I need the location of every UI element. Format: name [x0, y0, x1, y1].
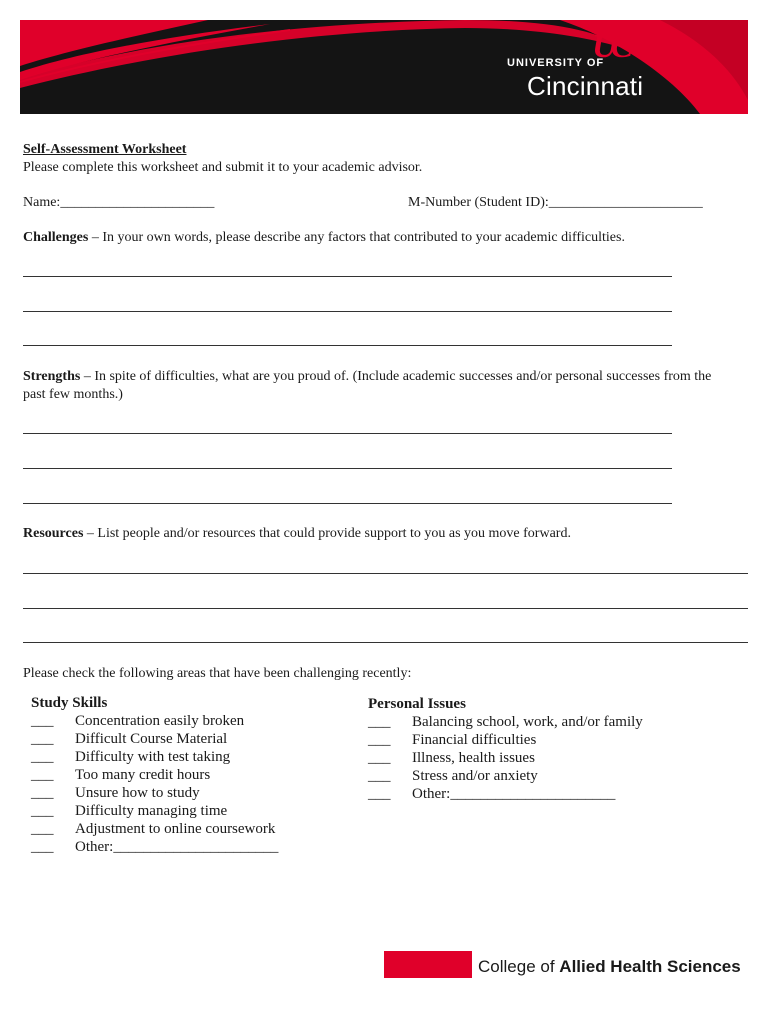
college-of-text: College of [478, 957, 555, 976]
challenges-answer-line-3[interactable] [23, 345, 672, 346]
challenges-heading: Challenges [23, 230, 89, 245]
checkbox-blank[interactable]: ___ [31, 803, 54, 819]
study-skill-item-label: Difficulty with test taking [75, 749, 231, 765]
personal-issue-item-label: Financial difficulties [412, 732, 537, 748]
name-label: Name: [23, 195, 61, 210]
header-banner [20, 20, 748, 114]
checkbox-blank[interactable]: ___ [31, 731, 54, 747]
personal-issues-heading: Personal Issues [368, 696, 466, 712]
checkbox-blank[interactable]: ___ [31, 713, 54, 729]
personal-issue-item-label: Other:______________________ [412, 786, 616, 802]
resources-text: – List people and/or resources that could provide support to you as you move forward. [83, 526, 571, 541]
allied-health-text: Allied Health Sciences [559, 957, 741, 976]
checkbox-blank[interactable]: ___ [31, 839, 54, 855]
footer-red-bar [384, 951, 472, 978]
checkbox-blank[interactable]: ___ [31, 821, 54, 837]
study-skill-item-label: Concentration easily broken [75, 713, 245, 729]
study-skill-item-label: Difficulty managing time [75, 803, 228, 819]
name-field[interactable] [23, 195, 214, 211]
resources-answer-line-2[interactable] [23, 608, 748, 609]
study-skills-heading: Study Skills [31, 695, 108, 711]
strengths-answer-line-1[interactable] [23, 433, 672, 434]
mnumber-blank[interactable]: ______________________ [548, 195, 703, 210]
challenges-text: – In your own words, please describe any factors that contributed to your academic difficulties. [88, 230, 625, 245]
footer-college-name [478, 957, 741, 977]
checklist-intro: Please check the following areas that have been challenging recently: [23, 666, 412, 681]
challenges-prompt [23, 230, 625, 246]
personal-issue-item-label: Balancing school, work, and/or family [412, 714, 643, 730]
study-skill-item-label: Difficult Course Material [75, 731, 228, 747]
checkbox-blank[interactable]: ___ [31, 767, 54, 783]
checkbox-blank[interactable]: ___ [368, 714, 391, 730]
cincinnati-wordmark: Cincinnati [527, 71, 644, 101]
study-skill-item-label: Too many credit hours [75, 767, 211, 783]
study-skill-item-label: Adjustment to online coursework [75, 821, 276, 837]
checkbox-blank[interactable]: ___ [368, 750, 391, 766]
study-skills-list [31, 712, 351, 862]
personal-issue-item-label: Illness, health issues [412, 750, 535, 766]
resources-answer-line-1[interactable] [23, 573, 748, 574]
strengths-answer-line-3[interactable] [23, 503, 672, 504]
challenges-answer-line-1[interactable] [23, 276, 672, 277]
resources-answer-line-3[interactable] [23, 642, 748, 643]
checkbox-blank[interactable]: ___ [368, 786, 391, 802]
mnumber-label: M-Number (Student ID): [408, 195, 549, 210]
resources-prompt [23, 526, 571, 542]
checkbox-blank[interactable]: ___ [368, 732, 391, 748]
personal-issue-item-label: Stress and/or anxiety [412, 768, 538, 784]
study-skill-item-label: Other:______________________ [75, 839, 279, 855]
strengths-prompt [23, 369, 711, 385]
strengths-text-line-1: – In spite of difficulties, what are you proud of. (Include academic successes and/or personal successes from the [80, 369, 712, 384]
intro-text: Please complete this worksheet and submit it to your academic advisor. [23, 160, 423, 175]
strengths-heading: Strengths [23, 369, 81, 384]
worksheet-title: Self-Assessment Worksheet [23, 142, 187, 157]
resources-heading: Resources [23, 526, 84, 541]
mnumber-field[interactable] [408, 195, 703, 211]
uc-monogram: UC [592, 28, 628, 65]
personal-issues-list [368, 713, 688, 813]
strengths-text-line-2: past few months.) [23, 387, 123, 402]
checkbox-blank[interactable]: ___ [31, 785, 54, 801]
university-of-text: UNIVERSITY OF [507, 57, 605, 69]
challenges-answer-line-2[interactable] [23, 311, 672, 312]
strengths-answer-line-2[interactable] [23, 468, 672, 469]
checkbox-blank[interactable]: ___ [31, 749, 54, 765]
name-blank[interactable]: ______________________ [60, 195, 215, 210]
checkbox-blank[interactable]: ___ [368, 768, 391, 784]
uc-monogram-logo [592, 28, 642, 68]
study-skill-item-label: Unsure how to study [75, 785, 200, 801]
